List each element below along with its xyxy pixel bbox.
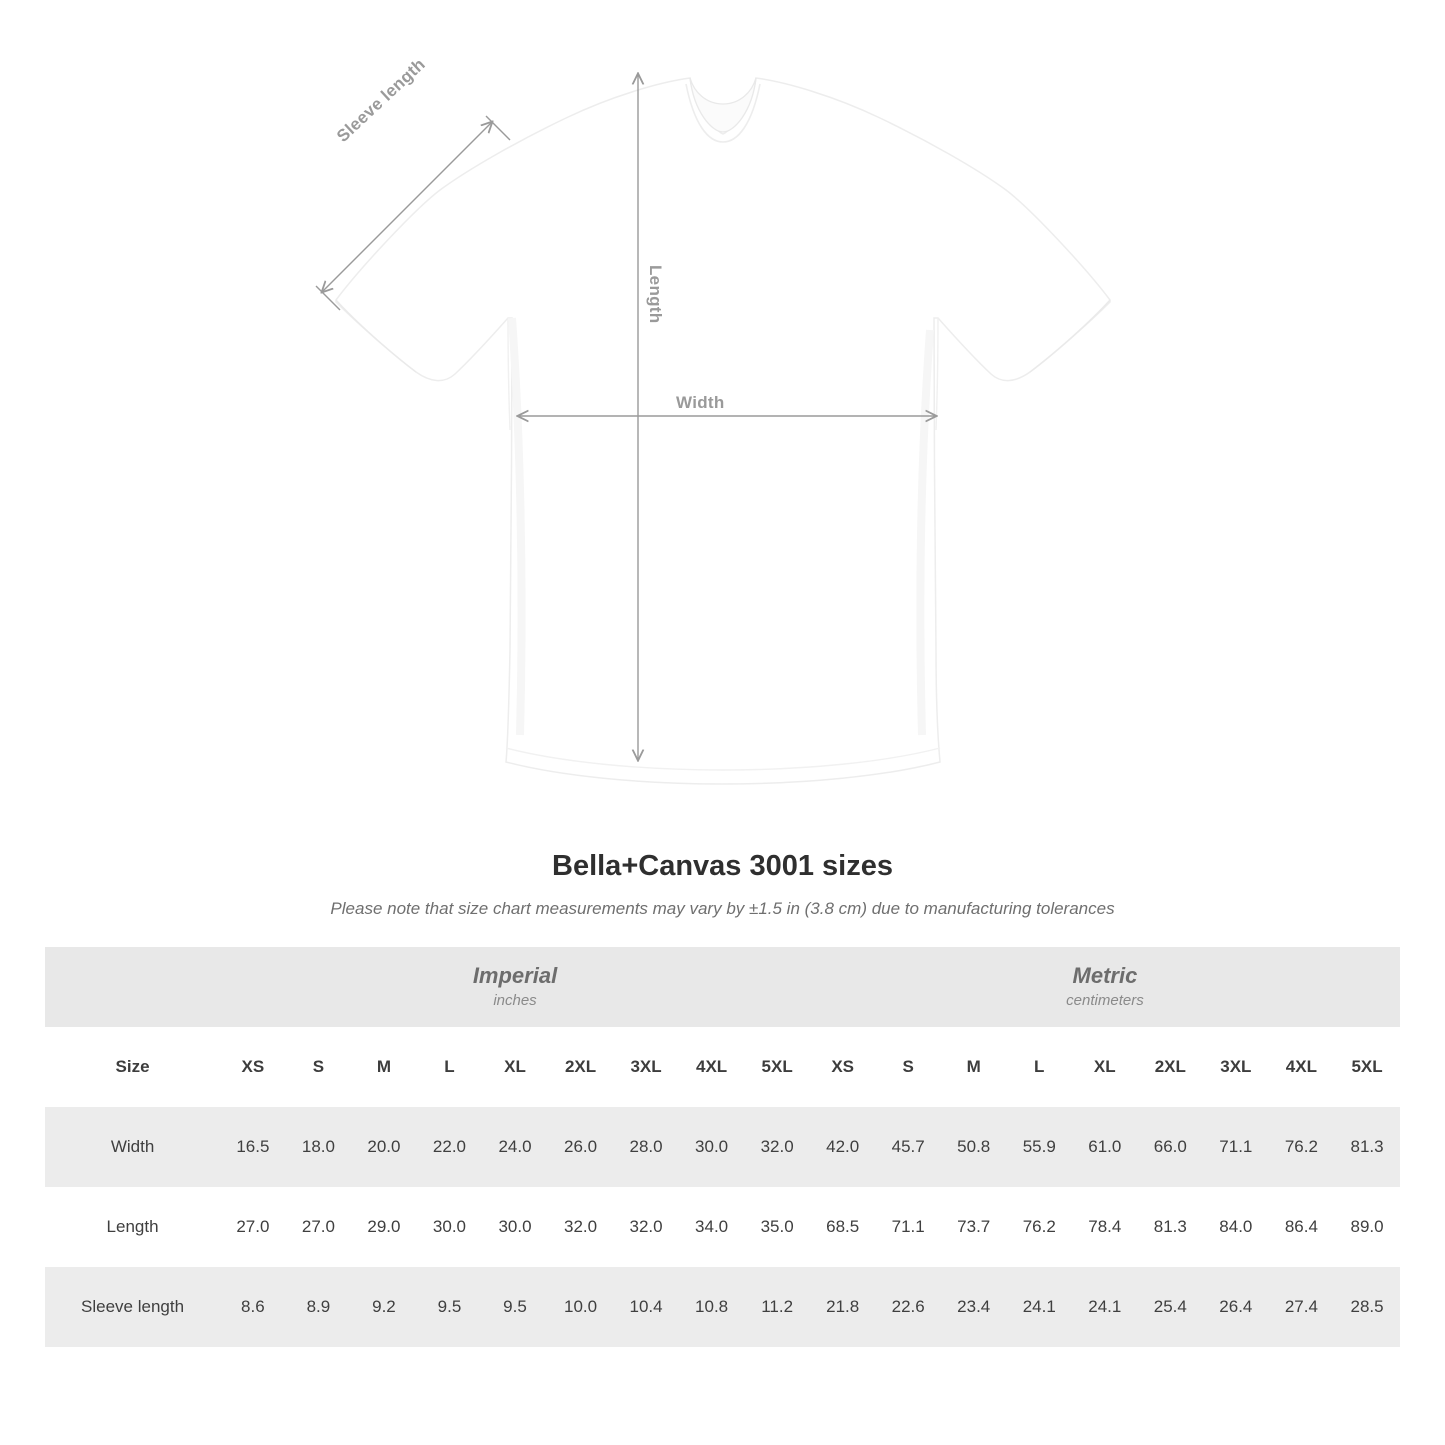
header-cell: M: [941, 1027, 1007, 1107]
table-cell: 24.1: [1006, 1267, 1072, 1347]
size-chart-table: [45, 947, 1400, 1347]
table-cell: 10.4: [613, 1267, 679, 1347]
header-cell: 2XL: [548, 1027, 614, 1107]
table-cell: 24.0: [482, 1107, 548, 1187]
table-cell: 9.2: [351, 1267, 417, 1347]
table-cell: 30.0: [679, 1107, 745, 1187]
row-label: Length: [45, 1187, 220, 1267]
row-label: Width: [45, 1107, 220, 1187]
unit-group-metric-sub: centimeters: [1066, 991, 1144, 1009]
table-cell: 50.8: [941, 1107, 1007, 1187]
width-label: Width: [676, 393, 725, 412]
table-cell: 20.0: [351, 1107, 417, 1187]
length-label: Length: [646, 265, 665, 324]
header-cell: L: [417, 1027, 483, 1107]
table-cell: 71.1: [1203, 1107, 1269, 1187]
table-cell: 86.4: [1269, 1187, 1335, 1267]
header-cell: 3XL: [613, 1027, 679, 1107]
table-cell: 22.6: [875, 1267, 941, 1347]
table-cell: 76.2: [1269, 1107, 1335, 1187]
table-cell: 25.4: [1138, 1267, 1204, 1347]
table-cell: 32.0: [548, 1187, 614, 1267]
table-cell: 89.0: [1334, 1187, 1400, 1267]
table-cell: 81.3: [1334, 1107, 1400, 1187]
unit-group-imperial-name: Imperial: [472, 963, 558, 988]
header-cell: S: [875, 1027, 941, 1107]
table-header-row: [45, 1027, 1400, 1107]
tshirt-shape: [336, 78, 1110, 784]
table-cell: 81.3: [1138, 1187, 1204, 1267]
table-cell: 27.0: [286, 1187, 352, 1267]
table-cell: 45.7: [875, 1107, 941, 1187]
table-cell: 24.1: [1072, 1267, 1138, 1347]
table-cell: 8.9: [286, 1267, 352, 1347]
header-size-label: Size: [45, 1027, 220, 1107]
header-cell: XS: [810, 1027, 876, 1107]
tolerance-note: Please note that size chart measurements may vary by ±1.5 in (3.8 cm) due to manufacturing tolerances: [330, 899, 1115, 918]
table-cell: 34.0: [679, 1187, 745, 1267]
table-row: [45, 1107, 1400, 1187]
unit-group-metric: [810, 947, 1400, 1027]
header-cell: 5XL: [744, 1027, 810, 1107]
sleeve-length-label: Sleeve length: [333, 54, 429, 146]
size-table-wrapper: [45, 947, 1400, 1347]
row-label: Sleeve length: [45, 1267, 220, 1347]
header-cell: XL: [482, 1027, 548, 1107]
table-cell: 16.5: [220, 1107, 286, 1187]
header-cell: M: [351, 1027, 417, 1107]
table-cell: 27.0: [220, 1187, 286, 1267]
header-cell: XL: [1072, 1027, 1138, 1107]
table-cell: 11.2: [744, 1267, 810, 1347]
table-cell: 29.0: [351, 1187, 417, 1267]
unit-group-imperial-sub: inches: [493, 991, 537, 1009]
table-cell: 21.8: [810, 1267, 876, 1347]
table-cell: 9.5: [417, 1267, 483, 1347]
header-cell: L: [1006, 1027, 1072, 1107]
table-cell: 10.0: [548, 1267, 614, 1347]
table-cell: 32.0: [613, 1187, 679, 1267]
table-cell: 30.0: [482, 1187, 548, 1267]
table-cell: 66.0: [1138, 1107, 1204, 1187]
table-cell: 76.2: [1006, 1187, 1072, 1267]
table-cell: 42.0: [810, 1107, 876, 1187]
header-cell: 3XL: [1203, 1027, 1269, 1107]
table-cell: 10.8: [679, 1267, 745, 1347]
table-cell: 55.9: [1006, 1107, 1072, 1187]
table-cell: 68.5: [810, 1187, 876, 1267]
unit-group-metric-name: Metric: [1072, 963, 1138, 988]
table-cell: 22.0: [417, 1107, 483, 1187]
table-cell: 18.0: [286, 1107, 352, 1187]
header-cell: XS: [220, 1027, 286, 1107]
header-cell: 4XL: [679, 1027, 745, 1107]
table-cell: 28.5: [1334, 1267, 1400, 1347]
table-cell: 27.4: [1269, 1267, 1335, 1347]
unit-group-imperial: [220, 947, 810, 1027]
table-cell: 30.0: [417, 1187, 483, 1267]
table-cell: 84.0: [1203, 1187, 1269, 1267]
table-cell: 78.4: [1072, 1187, 1138, 1267]
table-row: [45, 1187, 1400, 1267]
table-row: [45, 1267, 1400, 1347]
header-cell: 4XL: [1269, 1027, 1335, 1107]
table-cell: 61.0: [1072, 1107, 1138, 1187]
table-cell: 26.0: [548, 1107, 614, 1187]
table-cell: 71.1: [875, 1187, 941, 1267]
table-cell: 35.0: [744, 1187, 810, 1267]
title-block: [0, 850, 1445, 919]
header-cell: S: [286, 1027, 352, 1107]
table-cell: 28.0: [613, 1107, 679, 1187]
table-cell: 9.5: [482, 1267, 548, 1347]
unit-group-row: [45, 947, 1400, 1027]
header-cell: 2XL: [1138, 1027, 1204, 1107]
table-cell: 32.0: [744, 1107, 810, 1187]
page-title: Bella+Canvas 3001 sizes: [552, 850, 893, 882]
unit-group-spacer: [45, 947, 220, 1027]
table-cell: 26.4: [1203, 1267, 1269, 1347]
header-cell: 5XL: [1334, 1027, 1400, 1107]
table-cell: 8.6: [220, 1267, 286, 1347]
table-cell: 23.4: [941, 1267, 1007, 1347]
table-cell: 73.7: [941, 1187, 1007, 1267]
